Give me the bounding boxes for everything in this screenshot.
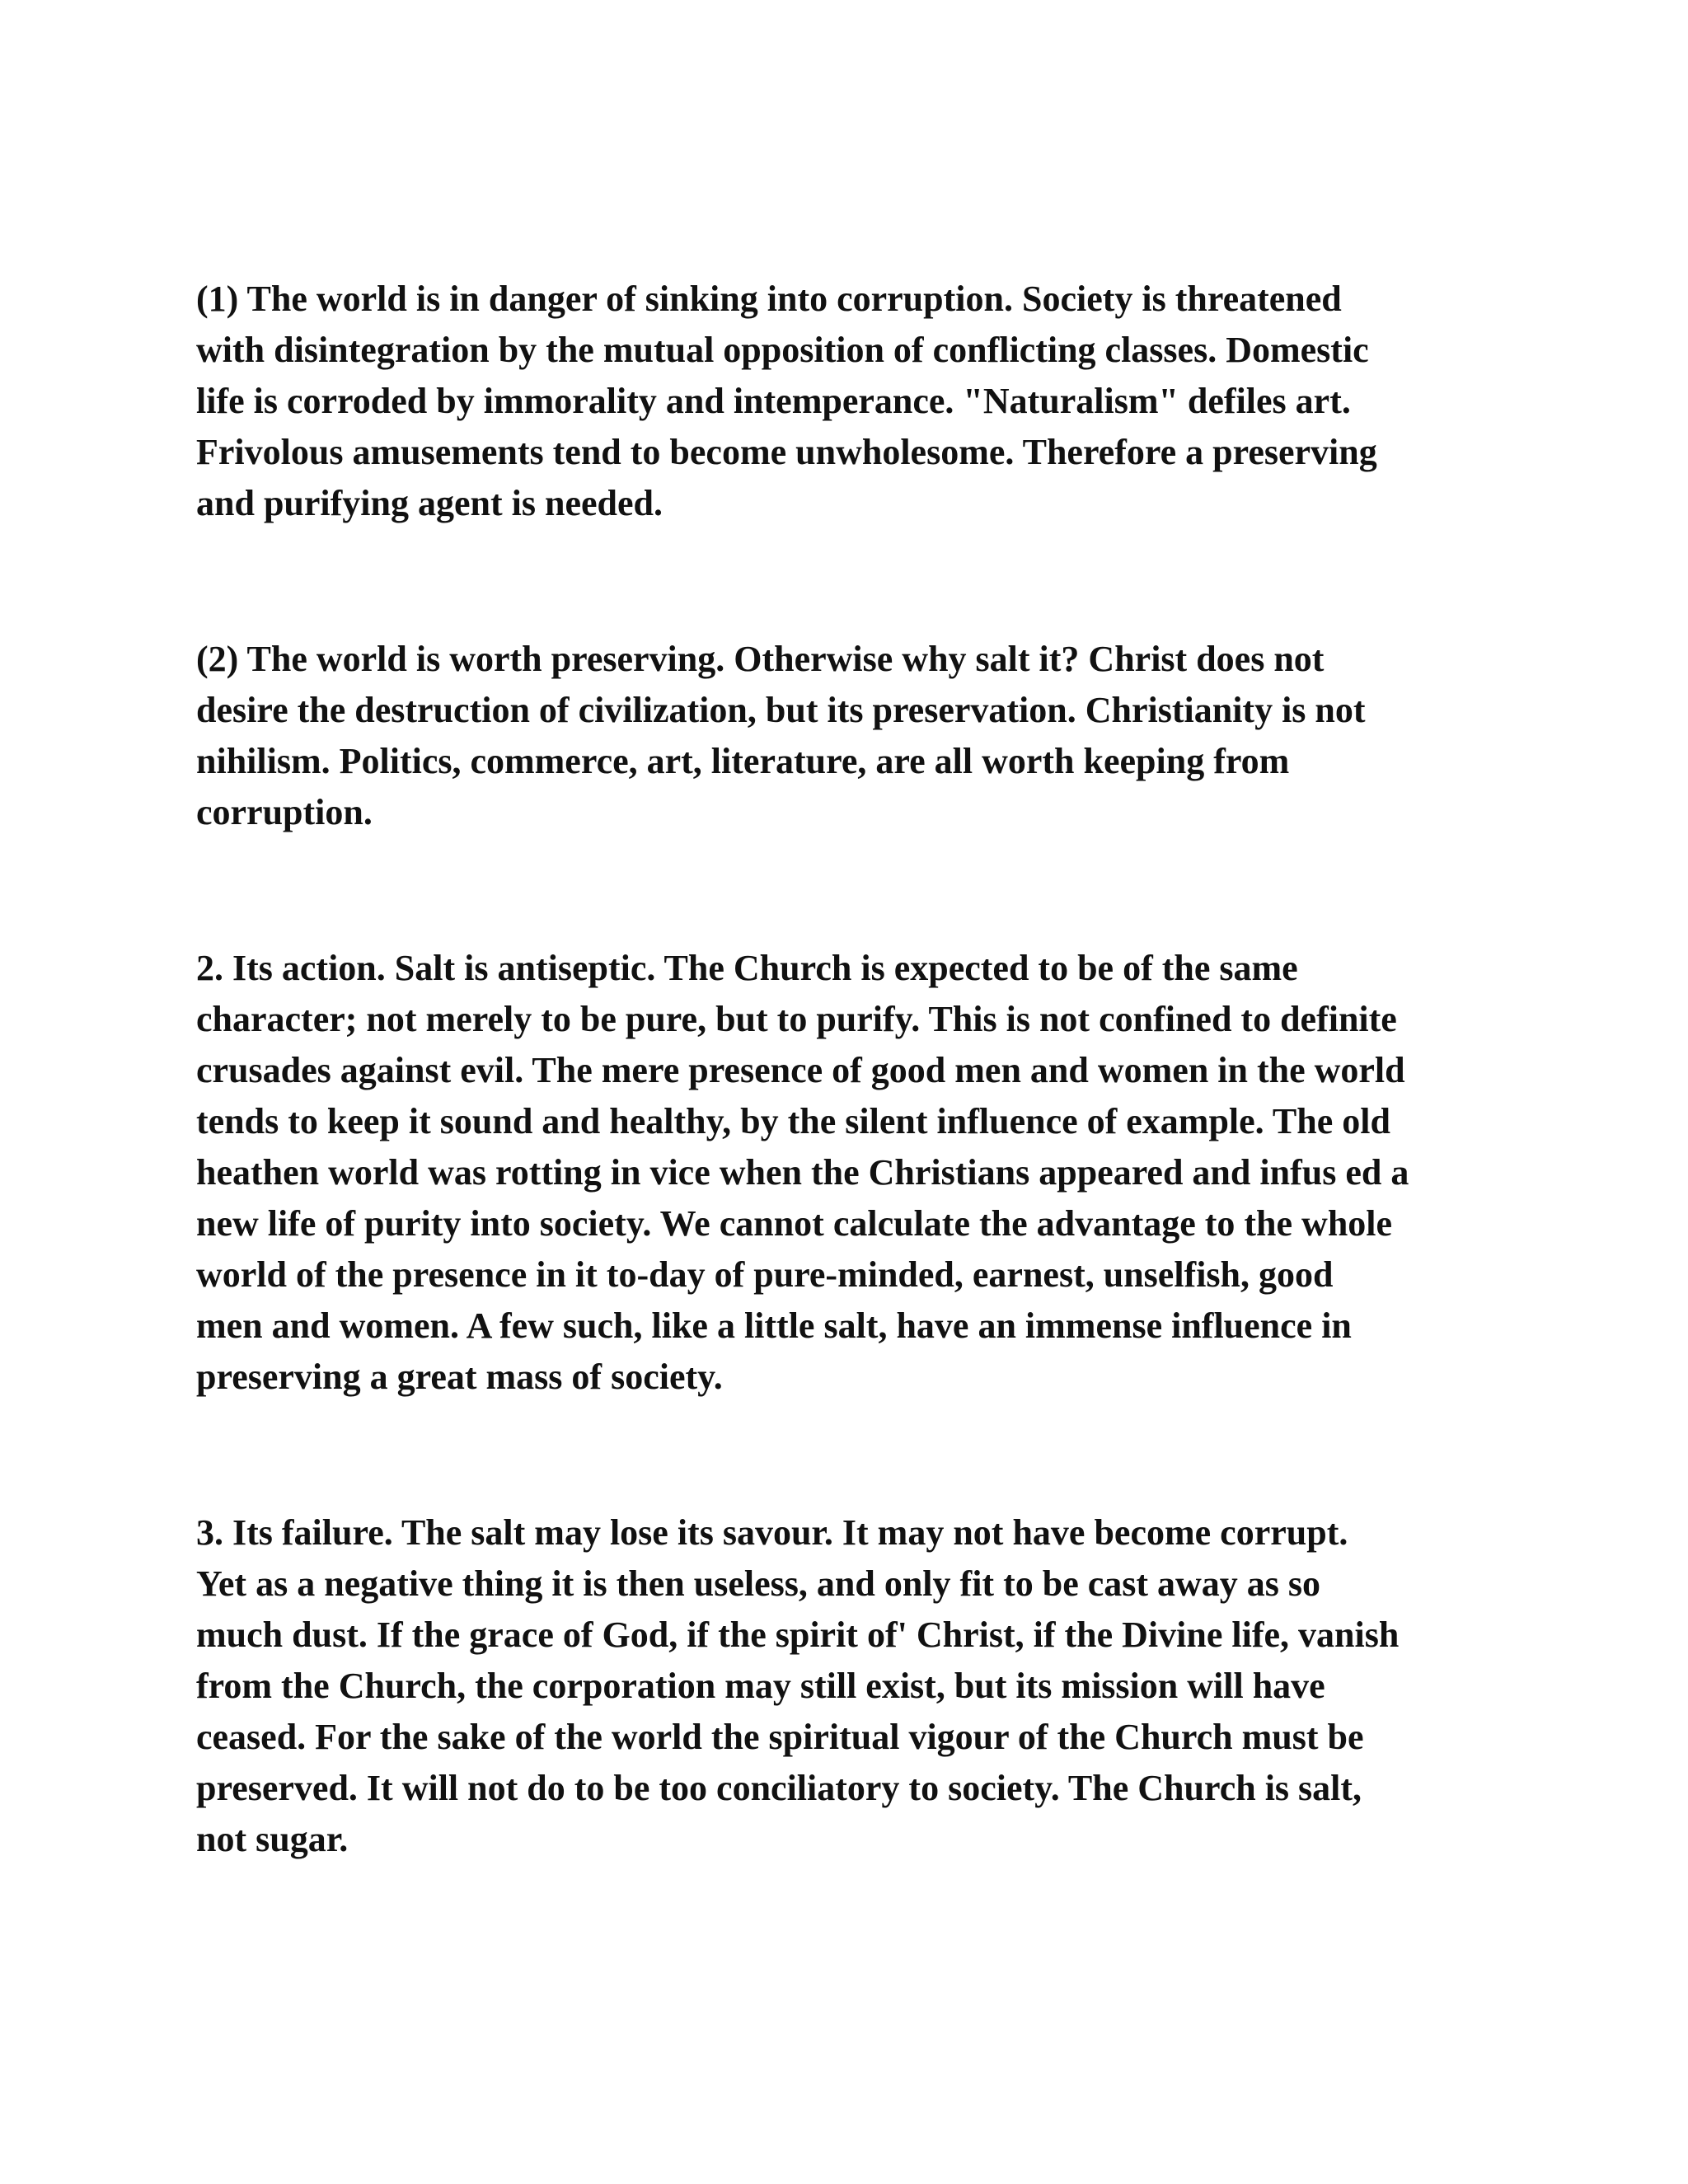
text-line: from the Church, the corporation may still exist, but its mission will have (196, 1666, 1325, 1706)
text-line: nihilism. Politics, commerce, art, literature, are all worth keeping from (196, 741, 1290, 781)
text-line: much dust. If the grace of God, if the spirit of' Christ, if the Divine life, vanish (196, 1615, 1400, 1655)
text-line: crusades against evil. The mere presence of good men and women in the world (196, 1050, 1405, 1090)
text-line: desire the destruction of civilization, but its preservation. Christianity is not (196, 690, 1366, 730)
text-line: new life of purity into society. We cannot calculate the advantage to the whole (196, 1203, 1393, 1244)
text-line: not sugar. (196, 1819, 349, 1859)
text-line: men and women. A few such, like a little salt, have an immense influence in (196, 1305, 1352, 1346)
text-line: and purifying agent is needed. (196, 483, 663, 523)
paragraph-its-failure (196, 1507, 1515, 1865)
text-line: ceased. For the sake of the world the spiritual vigour of the Church must be (196, 1717, 1364, 1757)
document-body (196, 274, 1515, 1865)
text-line: preserved. It will not do to be too conciliatory to society. The Church is salt, (196, 1768, 1362, 1808)
text-line: preserving a great mass of society. (196, 1357, 723, 1397)
text-line: 3. Its failure. The salt may lose its savour. It may not have become corrupt. (196, 1512, 1348, 1553)
text-line: tends to keep it sound and healthy, by the silent influence of example. The old (196, 1101, 1390, 1141)
text-line: (2) The world is worth preserving. Otherwise why salt it? Christ does not (196, 639, 1325, 679)
text-line: with disintegration by the mutual opposition of conflicting classes. Domestic (196, 330, 1369, 370)
text-line: 2. Its action. Salt is antiseptic. The Church is expected to be of the same (196, 948, 1298, 988)
text-line: life is corroded by immorality and intemperance. "Naturalism" defiles art. (196, 381, 1351, 421)
text-line: Frivolous amusements tend to become unwholesome. Therefore a preserving (196, 432, 1377, 472)
text-line: heathen world was rotting in vice when the Christians appeared and infus ed a (196, 1152, 1409, 1193)
text-line: Yet as a negative thing it is then useless, and only fit to be cast away as so (196, 1563, 1321, 1604)
paragraph-its-action (196, 943, 1515, 1403)
text-line: character; not merely to be pure, but to purify. This is not confined to definite (196, 999, 1397, 1039)
text-line: (1) The world is in danger of sinking into corruption. Society is threatened (196, 279, 1342, 319)
paragraph-worth-preserving (196, 634, 1515, 838)
text-line: world of the presence in it to-day of pure-minded, earnest, unselfish, good (196, 1254, 1334, 1295)
text-line: corruption. (196, 792, 373, 832)
paragraph-corruption (196, 274, 1515, 529)
